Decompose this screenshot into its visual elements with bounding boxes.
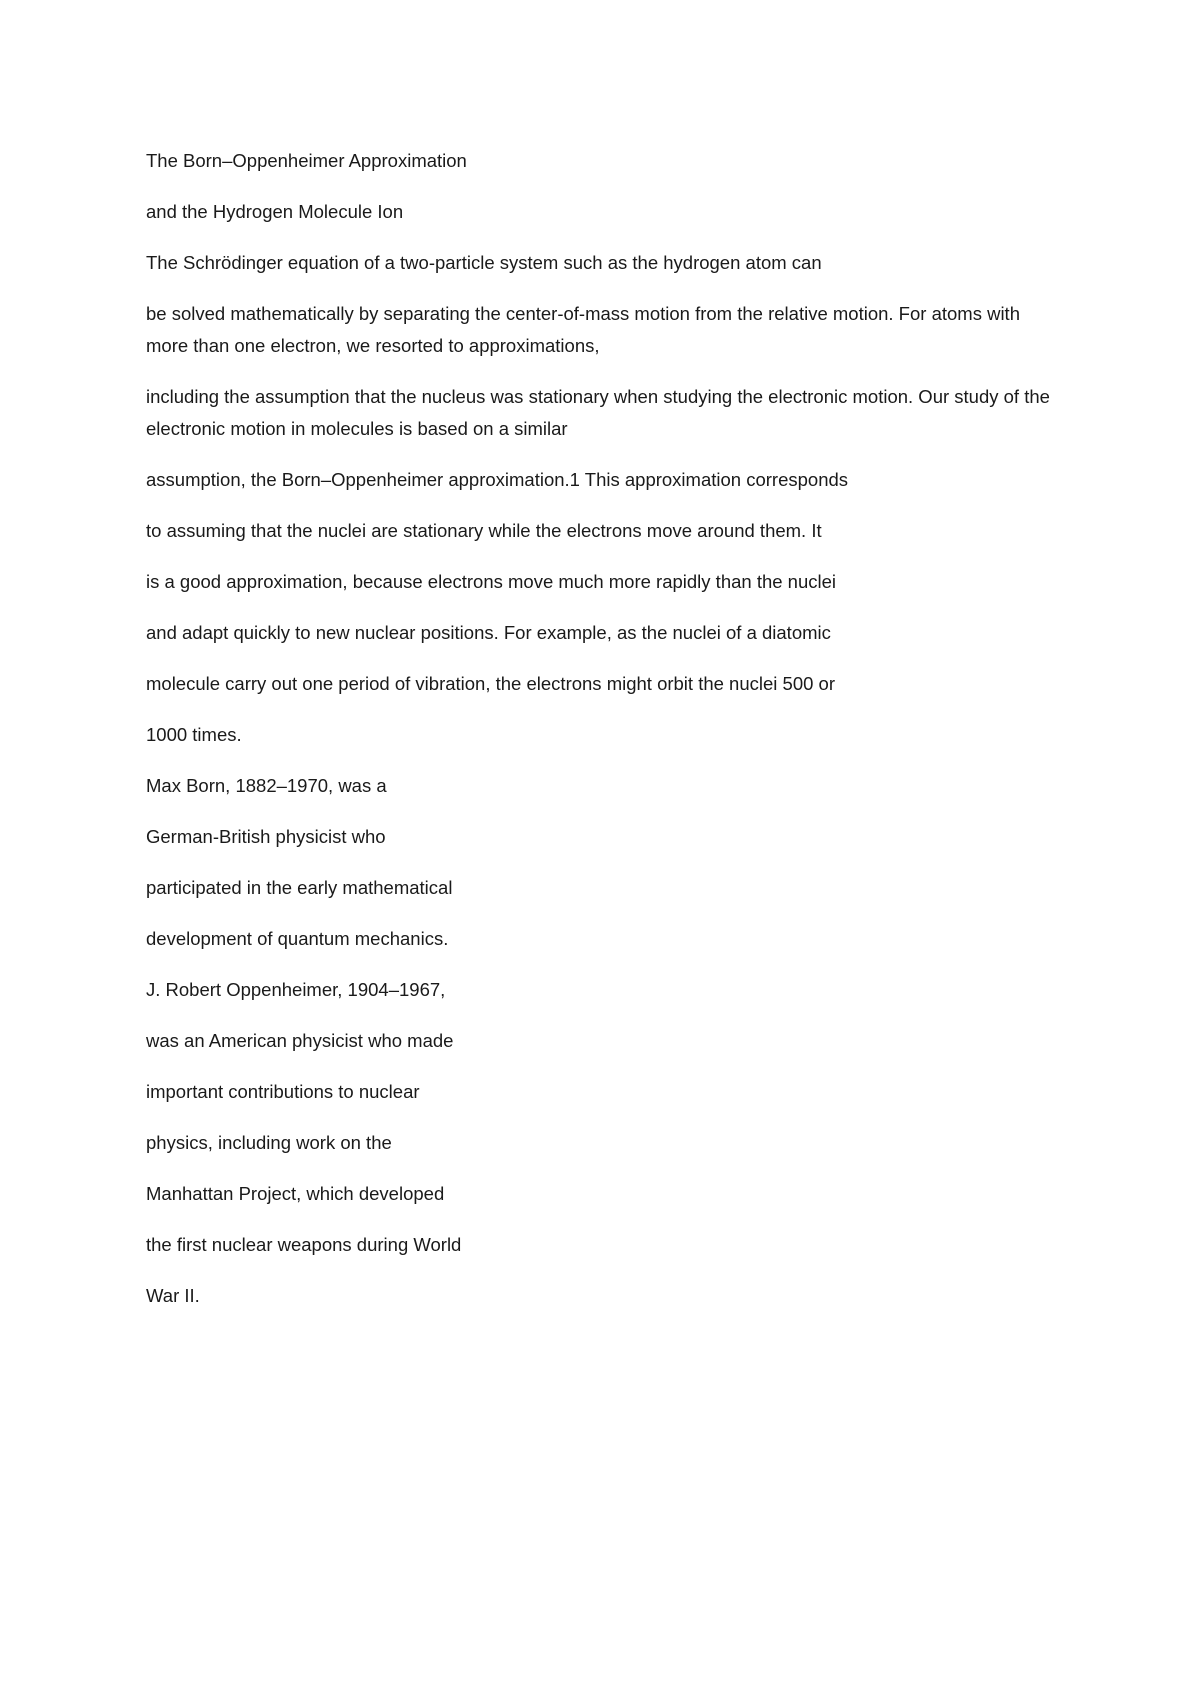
body-paragraph: assumption, the Born–Oppenheimer approximation.1 This approximation corresponds [146, 469, 849, 490]
sidebar-note-oppenheimer: J. Robert Oppenheimer, 1904–1967, [146, 979, 446, 1000]
body-paragraph: including the assumption that the nucleus was stationary when studying the electronic motion. Our study of the electronic motion in molecules is based on a similar [146, 386, 1050, 439]
body-paragraph: be solved mathematically by separating the center-of-mass motion from the relative motion. For atoms with more than one electron, we resorted to approximations, [146, 303, 1020, 356]
title-line-1: The Born–Oppenheimer Approximation [146, 150, 467, 171]
sidebar-note-oppenheimer: the first nuclear weapons during World [146, 1234, 462, 1255]
sidebar-note-oppenheimer: important contributions to nuclear [146, 1081, 420, 1102]
body-paragraph: 1000 times. [146, 724, 242, 745]
sidebar-note-oppenheimer: War II. [146, 1285, 200, 1306]
sidebar-note-born: Max Born, 1882–1970, was a [146, 775, 387, 796]
body-paragraph: molecule carry out one period of vibration, the electrons might orbit the nuclei 500 or [146, 673, 835, 694]
sidebar-note-born: German-British physicist who [146, 826, 386, 847]
sidebar-note-born: development of quantum mechanics. [146, 928, 449, 949]
body-paragraph: The Schrödinger equation of a two-particle system such as the hydrogen atom can [146, 252, 822, 273]
sidebar-note-oppenheimer: physics, including work on the [146, 1132, 392, 1153]
title-line-2: and the Hydrogen Molecule Ion [146, 201, 404, 222]
sidebar-note-born: participated in the early mathematical [146, 877, 453, 898]
body-paragraph: is a good approximation, because electrons move much more rapidly than the nuclei [146, 571, 837, 592]
document-body [146, 145, 1066, 1331]
sidebar-note-oppenheimer: was an American physicist who made [146, 1030, 454, 1051]
body-paragraph: and adapt quickly to new nuclear positions. For example, as the nuclei of a diatomic [146, 622, 831, 643]
body-paragraph: to assuming that the nuclei are stationary while the electrons move around them. It [146, 520, 822, 541]
sidebar-note-oppenheimer: Manhattan Project, which developed [146, 1183, 445, 1204]
